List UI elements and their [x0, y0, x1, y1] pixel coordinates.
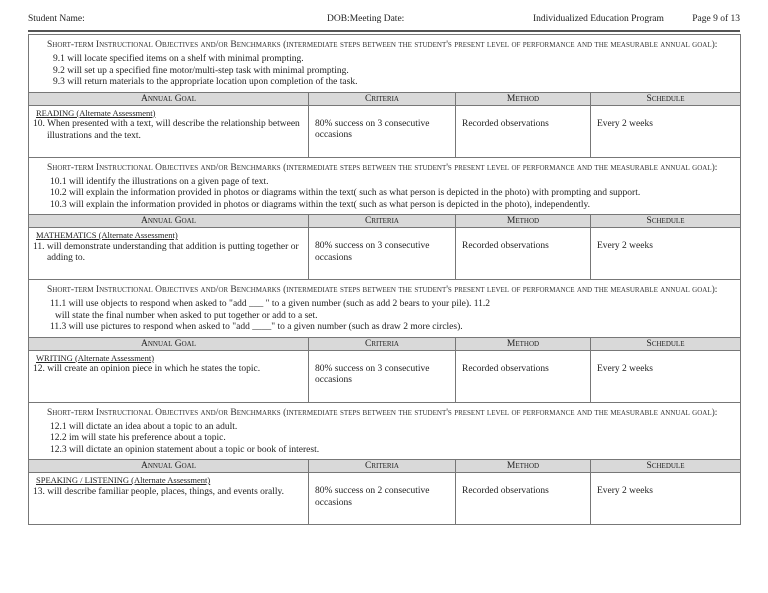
schedule-header: Schedule	[591, 215, 741, 228]
objectives-heading: Short-term Instructional Objectives and/or Benchmarks (intermediate steps between the student's present level of performance and the measurable annual goal):	[47, 285, 718, 295]
objective-item: 9.3 will return materials to the appropriate location upon completion of the task.	[53, 77, 358, 87]
annual-goal-cell	[29, 228, 309, 280]
goal-row	[29, 105, 741, 157]
objectives-heading: Short-term Instructional Objectives and/or Benchmarks (intermediate steps between the student's present level of performance and the measurable annual goal):	[47, 162, 718, 173]
objective-item: 9.2 will set up a specified fine motor/multi-step task with minimal prompting.	[53, 65, 349, 76]
goal-text: 12. will create an opinion piece in which he states the topic.	[33, 364, 261, 374]
criteria-cell: 80% success on 3 consecutive occasions	[309, 350, 456, 402]
schedule-header: Schedule	[591, 92, 741, 105]
objective-item: 12.2 im will state his preference about a topic.	[50, 433, 226, 443]
schedule-cell: Every 2 weeks	[591, 105, 741, 157]
method-header: Method	[456, 460, 591, 473]
program-title: Individualized Education Program	[533, 14, 664, 24]
objective-item: 12.1 will dictate an idea about a topic to an adult.	[50, 421, 238, 432]
method-cell: Recorded observations	[456, 350, 591, 402]
header-divider	[28, 30, 740, 32]
dob-meeting-date-label: DOB:Meeting Date:	[327, 14, 405, 24]
goal-text: 11. will demonstrate understanding that addition is putting together or adding to.	[33, 241, 299, 263]
criteria-header: Criteria	[309, 215, 456, 228]
goal-area: MATHEMATICS (Alternate Assessment)	[36, 230, 178, 240]
objective-item: 9.1 will locate specified items on a shelf with minimal prompting.	[53, 54, 304, 64]
objectives-list	[47, 54, 732, 89]
objectives-cell	[29, 280, 741, 338]
annual-goal-header: Annual Goal	[29, 460, 309, 473]
method-cell: Recorded observations	[456, 105, 591, 157]
schedule-cell: Every 2 weeks	[591, 228, 741, 280]
objectives-cell	[29, 35, 741, 93]
goal-row	[29, 473, 741, 525]
objectives-row	[29, 280, 741, 338]
criteria-cell: 80% success on 3 consecutive occasions	[309, 228, 456, 280]
objectives-heading: Short-term Instructional Objectives and/or Benchmarks (intermediate steps between the student's present level of performance and the measurable annual goal):	[47, 407, 718, 418]
objectives-list	[47, 422, 732, 457]
goal-area: READING (Alternate Assessment)	[36, 107, 156, 118]
method-cell: Recorded observations	[456, 473, 591, 525]
objectives-cell	[29, 157, 741, 215]
iep-goals-table	[28, 34, 741, 525]
schedule-cell: Every 2 weeks	[591, 350, 741, 402]
goal-text: 10. When presented with a text, will describe the relationship between illustrations and the text.	[33, 119, 300, 141]
page-indicator: Page 9 of 13	[692, 14, 740, 24]
annual-goal-header: Annual Goal	[29, 337, 309, 350]
goal-row	[29, 228, 741, 280]
method-cell: Recorded observations	[456, 228, 591, 280]
method-header: Method	[456, 215, 591, 228]
criteria-cell: 80% success on 2 consecutive occasions	[309, 473, 456, 525]
schedule-header: Schedule	[591, 460, 741, 473]
objectives-row	[29, 157, 741, 215]
objectives-list	[47, 299, 732, 334]
annual-goal-header: Annual Goal	[29, 92, 309, 105]
objectives-row	[29, 402, 741, 460]
criteria-header: Criteria	[309, 460, 456, 473]
goal-area: WRITING (Alternate Assessment)	[36, 352, 155, 363]
table-header-row	[29, 92, 741, 105]
objective-item: 11.3 will use pictures to respond when asked to "add ____" to a given number (such as draw 2 more circles).	[50, 322, 463, 332]
page-header	[28, 14, 740, 28]
annual-goal-cell	[29, 473, 309, 525]
objective-item: will state the final number when asked to put together or add to a set.	[55, 310, 318, 321]
goal-text: 13. will describe familiar people, places, things, and events orally.	[33, 486, 285, 497]
annual-goal-header: Annual Goal	[29, 215, 309, 228]
objective-item: 11.1 will use objects to respond when asked to "add ___ " to a given number (such as add 2 bears to your pile). 11.2	[50, 299, 491, 309]
annual-goal-cell	[29, 350, 309, 402]
objective-item: 10.3 will explain the information provided in photos or diagrams within the text( such as what person is depicted in the photo), independently.	[50, 199, 590, 210]
goal-area: SPEAKING / LISTENING (Alternate Assessment)	[36, 475, 211, 485]
method-header: Method	[456, 337, 591, 350]
objective-item: 10.1 will identify the illustrations on a given page of text.	[50, 176, 269, 187]
criteria-header: Criteria	[309, 92, 456, 105]
student-name-label: Student Name:	[28, 14, 85, 24]
table-header-row	[29, 460, 741, 473]
objective-item: 12.3 will dictate an opinion statement about a topic or book of interest.	[50, 444, 320, 455]
criteria-cell: 80% success on 3 consecutive occasions	[309, 105, 456, 157]
goal-row	[29, 350, 741, 402]
objective-item: 10.2 will explain the information provided in photos or diagrams within the text( such as what person is depicted in the photo) with prompting and support.	[50, 188, 641, 198]
criteria-header: Criteria	[309, 337, 456, 350]
objectives-row	[29, 35, 741, 93]
table-header-row	[29, 215, 741, 228]
annual-goal-cell	[29, 105, 309, 157]
objectives-cell	[29, 402, 741, 460]
schedule-cell: Every 2 weeks	[591, 473, 741, 525]
method-header: Method	[456, 92, 591, 105]
table-header-row	[29, 337, 741, 350]
objectives-list	[47, 177, 732, 212]
schedule-header: Schedule	[591, 337, 741, 350]
objectives-heading: Short-term Instructional Objectives and/or Benchmarks (intermediate steps between the student's present level of performance and the measurable annual goal):	[47, 40, 718, 50]
